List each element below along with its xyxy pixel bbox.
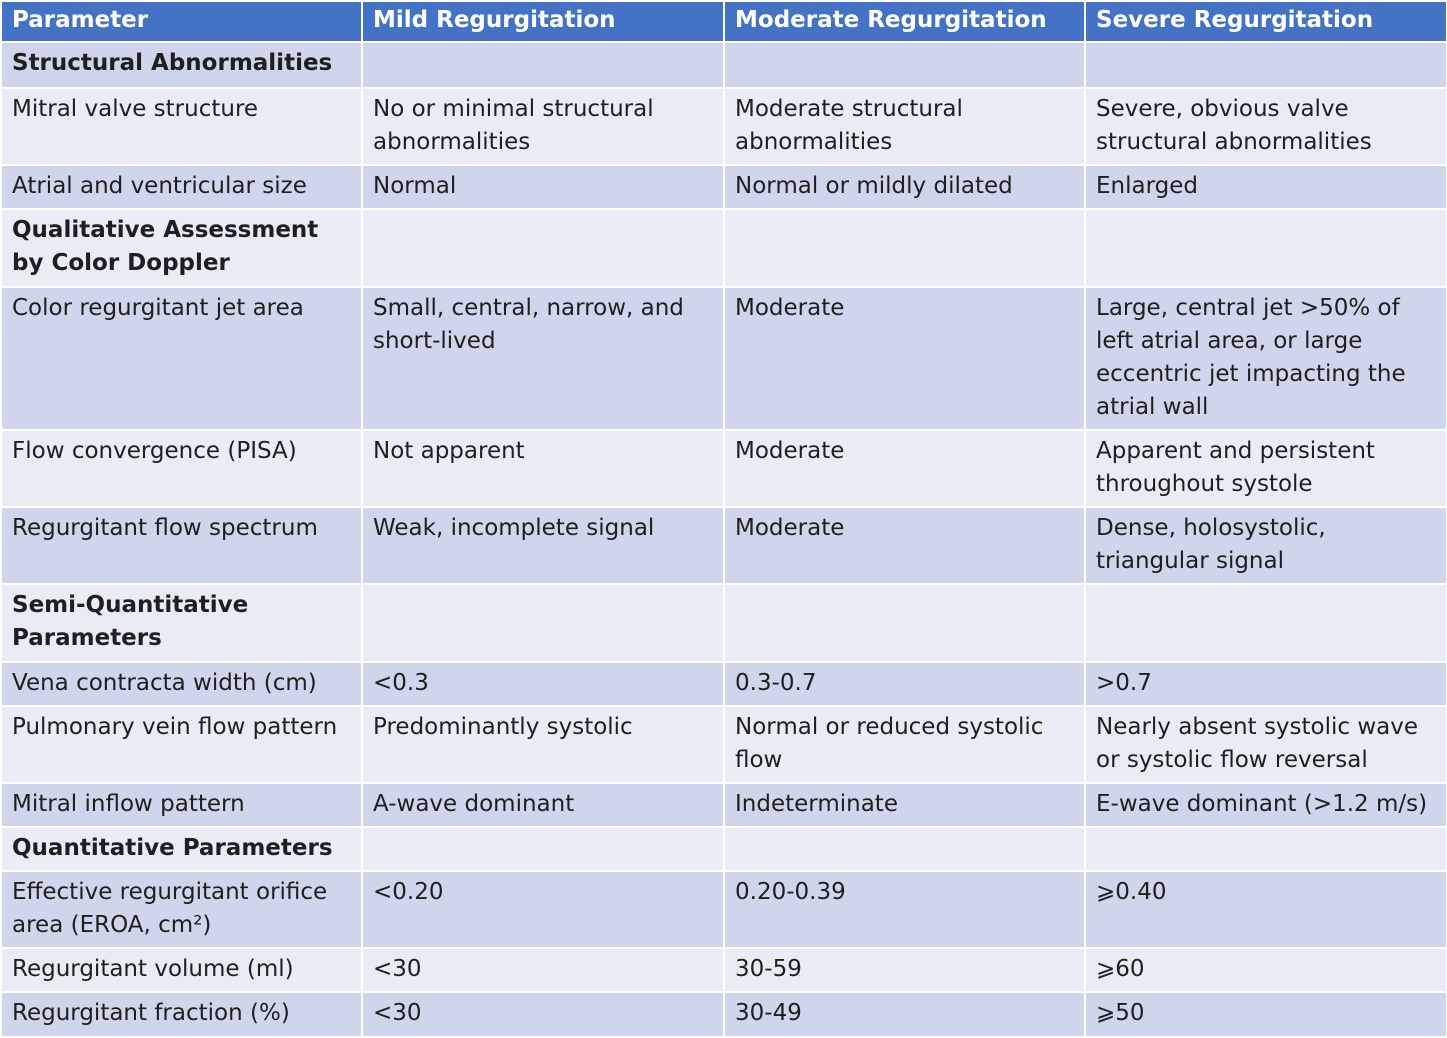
- cell-severe: ⩾50: [1085, 992, 1447, 1037]
- cell-severe: [1085, 584, 1447, 662]
- cell-moderate: Indeterminate: [724, 783, 1085, 827]
- header-severe: Severe Regurgitation: [1085, 1, 1447, 42]
- table-row: [1, 871, 1447, 948]
- cell-parameter: Pulmonary vein flow pattern: [1, 706, 362, 783]
- header-moderate: Moderate Regurgitation: [724, 1, 1085, 42]
- cell-moderate: Normal or reduced systolic flow: [724, 706, 1085, 783]
- cell-parameter: Vena contracta width (cm): [1, 662, 362, 706]
- section-header-row: [1, 42, 1447, 88]
- cell-severe: ⩾0.40: [1085, 871, 1447, 948]
- cell-moderate: [724, 584, 1085, 662]
- table-row: [1, 287, 1447, 430]
- table-row: [1, 165, 1447, 209]
- table-row: [1, 706, 1447, 783]
- section-header-row: [1, 827, 1447, 871]
- cell-severe: [1085, 827, 1447, 871]
- cell-moderate: 30-59: [724, 948, 1085, 992]
- cell-moderate: 30-49: [724, 992, 1085, 1037]
- cell-moderate: Moderate: [724, 507, 1085, 584]
- cell-moderate: Normal or mildly dilated: [724, 165, 1085, 209]
- cell-moderate: [724, 42, 1085, 88]
- cell-parameter: Mitral valve structure: [1, 88, 362, 165]
- cell-severe: Enlarged: [1085, 165, 1447, 209]
- cell-parameter: Qualitative Assessment by Color Doppler: [1, 209, 362, 287]
- table-row: [1, 430, 1447, 507]
- cell-mild: [362, 42, 724, 88]
- table-row: [1, 992, 1447, 1037]
- cell-mild: <0.20: [362, 871, 724, 948]
- header-mild: Mild Regurgitation: [362, 1, 724, 42]
- cell-mild: Not apparent: [362, 430, 724, 507]
- cell-parameter: Effective regurgitant orifice area (EROA, cm²): [1, 871, 362, 948]
- cell-moderate: Moderate structural abnormalities: [724, 88, 1085, 165]
- cell-severe: [1085, 42, 1447, 88]
- section-header-row: [1, 584, 1447, 662]
- cell-severe: Severe, obvious valve structural abnormalities: [1085, 88, 1447, 165]
- header-row: [1, 1, 1447, 42]
- cell-severe: E-wave dominant (>1.2 m/s): [1085, 783, 1447, 827]
- cell-parameter: Flow convergence (PISA): [1, 430, 362, 507]
- cell-severe: Apparent and persistent throughout systole: [1085, 430, 1447, 507]
- cell-mild: Small, central, narrow, and short-lived: [362, 287, 724, 430]
- cell-mild: Predominantly systolic: [362, 706, 724, 783]
- cell-parameter: Regurgitant fraction (%): [1, 992, 362, 1037]
- cell-severe: [1085, 209, 1447, 287]
- cell-mild: Normal: [362, 165, 724, 209]
- cell-mild: No or minimal structural abnormalities: [362, 88, 724, 165]
- cell-mild: [362, 584, 724, 662]
- cell-severe: Large, central jet >50% of left atrial area, or large eccentric jet impacting the atrial wall: [1085, 287, 1447, 430]
- cell-parameter: Structural Abnormalities: [1, 42, 362, 88]
- table-row: [1, 88, 1447, 165]
- cell-severe: ⩾60: [1085, 948, 1447, 992]
- cell-parameter: Atrial and ventricular size: [1, 165, 362, 209]
- cell-mild: <30: [362, 992, 724, 1037]
- cell-parameter: Color regurgitant jet area: [1, 287, 362, 430]
- cell-moderate: [724, 827, 1085, 871]
- table-row: [1, 662, 1447, 706]
- cell-mild: A-wave dominant: [362, 783, 724, 827]
- cell-moderate: 0.3-0.7: [724, 662, 1085, 706]
- table-row: [1, 507, 1447, 584]
- cell-severe: Dense, holosystolic, triangular signal: [1085, 507, 1447, 584]
- cell-moderate: [724, 209, 1085, 287]
- cell-parameter: Quantitative Parameters: [1, 827, 362, 871]
- table-body: [1, 42, 1447, 1037]
- header-parameter: Parameter: [1, 1, 362, 42]
- cell-parameter: Mitral inflow pattern: [1, 783, 362, 827]
- cell-severe: Nearly absent systolic wave or systolic flow reversal: [1085, 706, 1447, 783]
- cell-parameter: Semi-Quantitative Parameters: [1, 584, 362, 662]
- cell-mild: [362, 827, 724, 871]
- cell-moderate: Moderate: [724, 430, 1085, 507]
- table-row: [1, 948, 1447, 992]
- cell-mild: <0.3: [362, 662, 724, 706]
- cell-parameter: Regurgitant volume (ml): [1, 948, 362, 992]
- table-row: [1, 783, 1447, 827]
- cell-moderate: 0.20-0.39: [724, 871, 1085, 948]
- cell-mild: <30: [362, 948, 724, 992]
- cell-mild: [362, 209, 724, 287]
- cell-severe: >0.7: [1085, 662, 1447, 706]
- cell-mild: Weak, incomplete signal: [362, 507, 724, 584]
- section-header-row: [1, 209, 1447, 287]
- cell-parameter: Regurgitant flow spectrum: [1, 507, 362, 584]
- cell-moderate: Moderate: [724, 287, 1085, 430]
